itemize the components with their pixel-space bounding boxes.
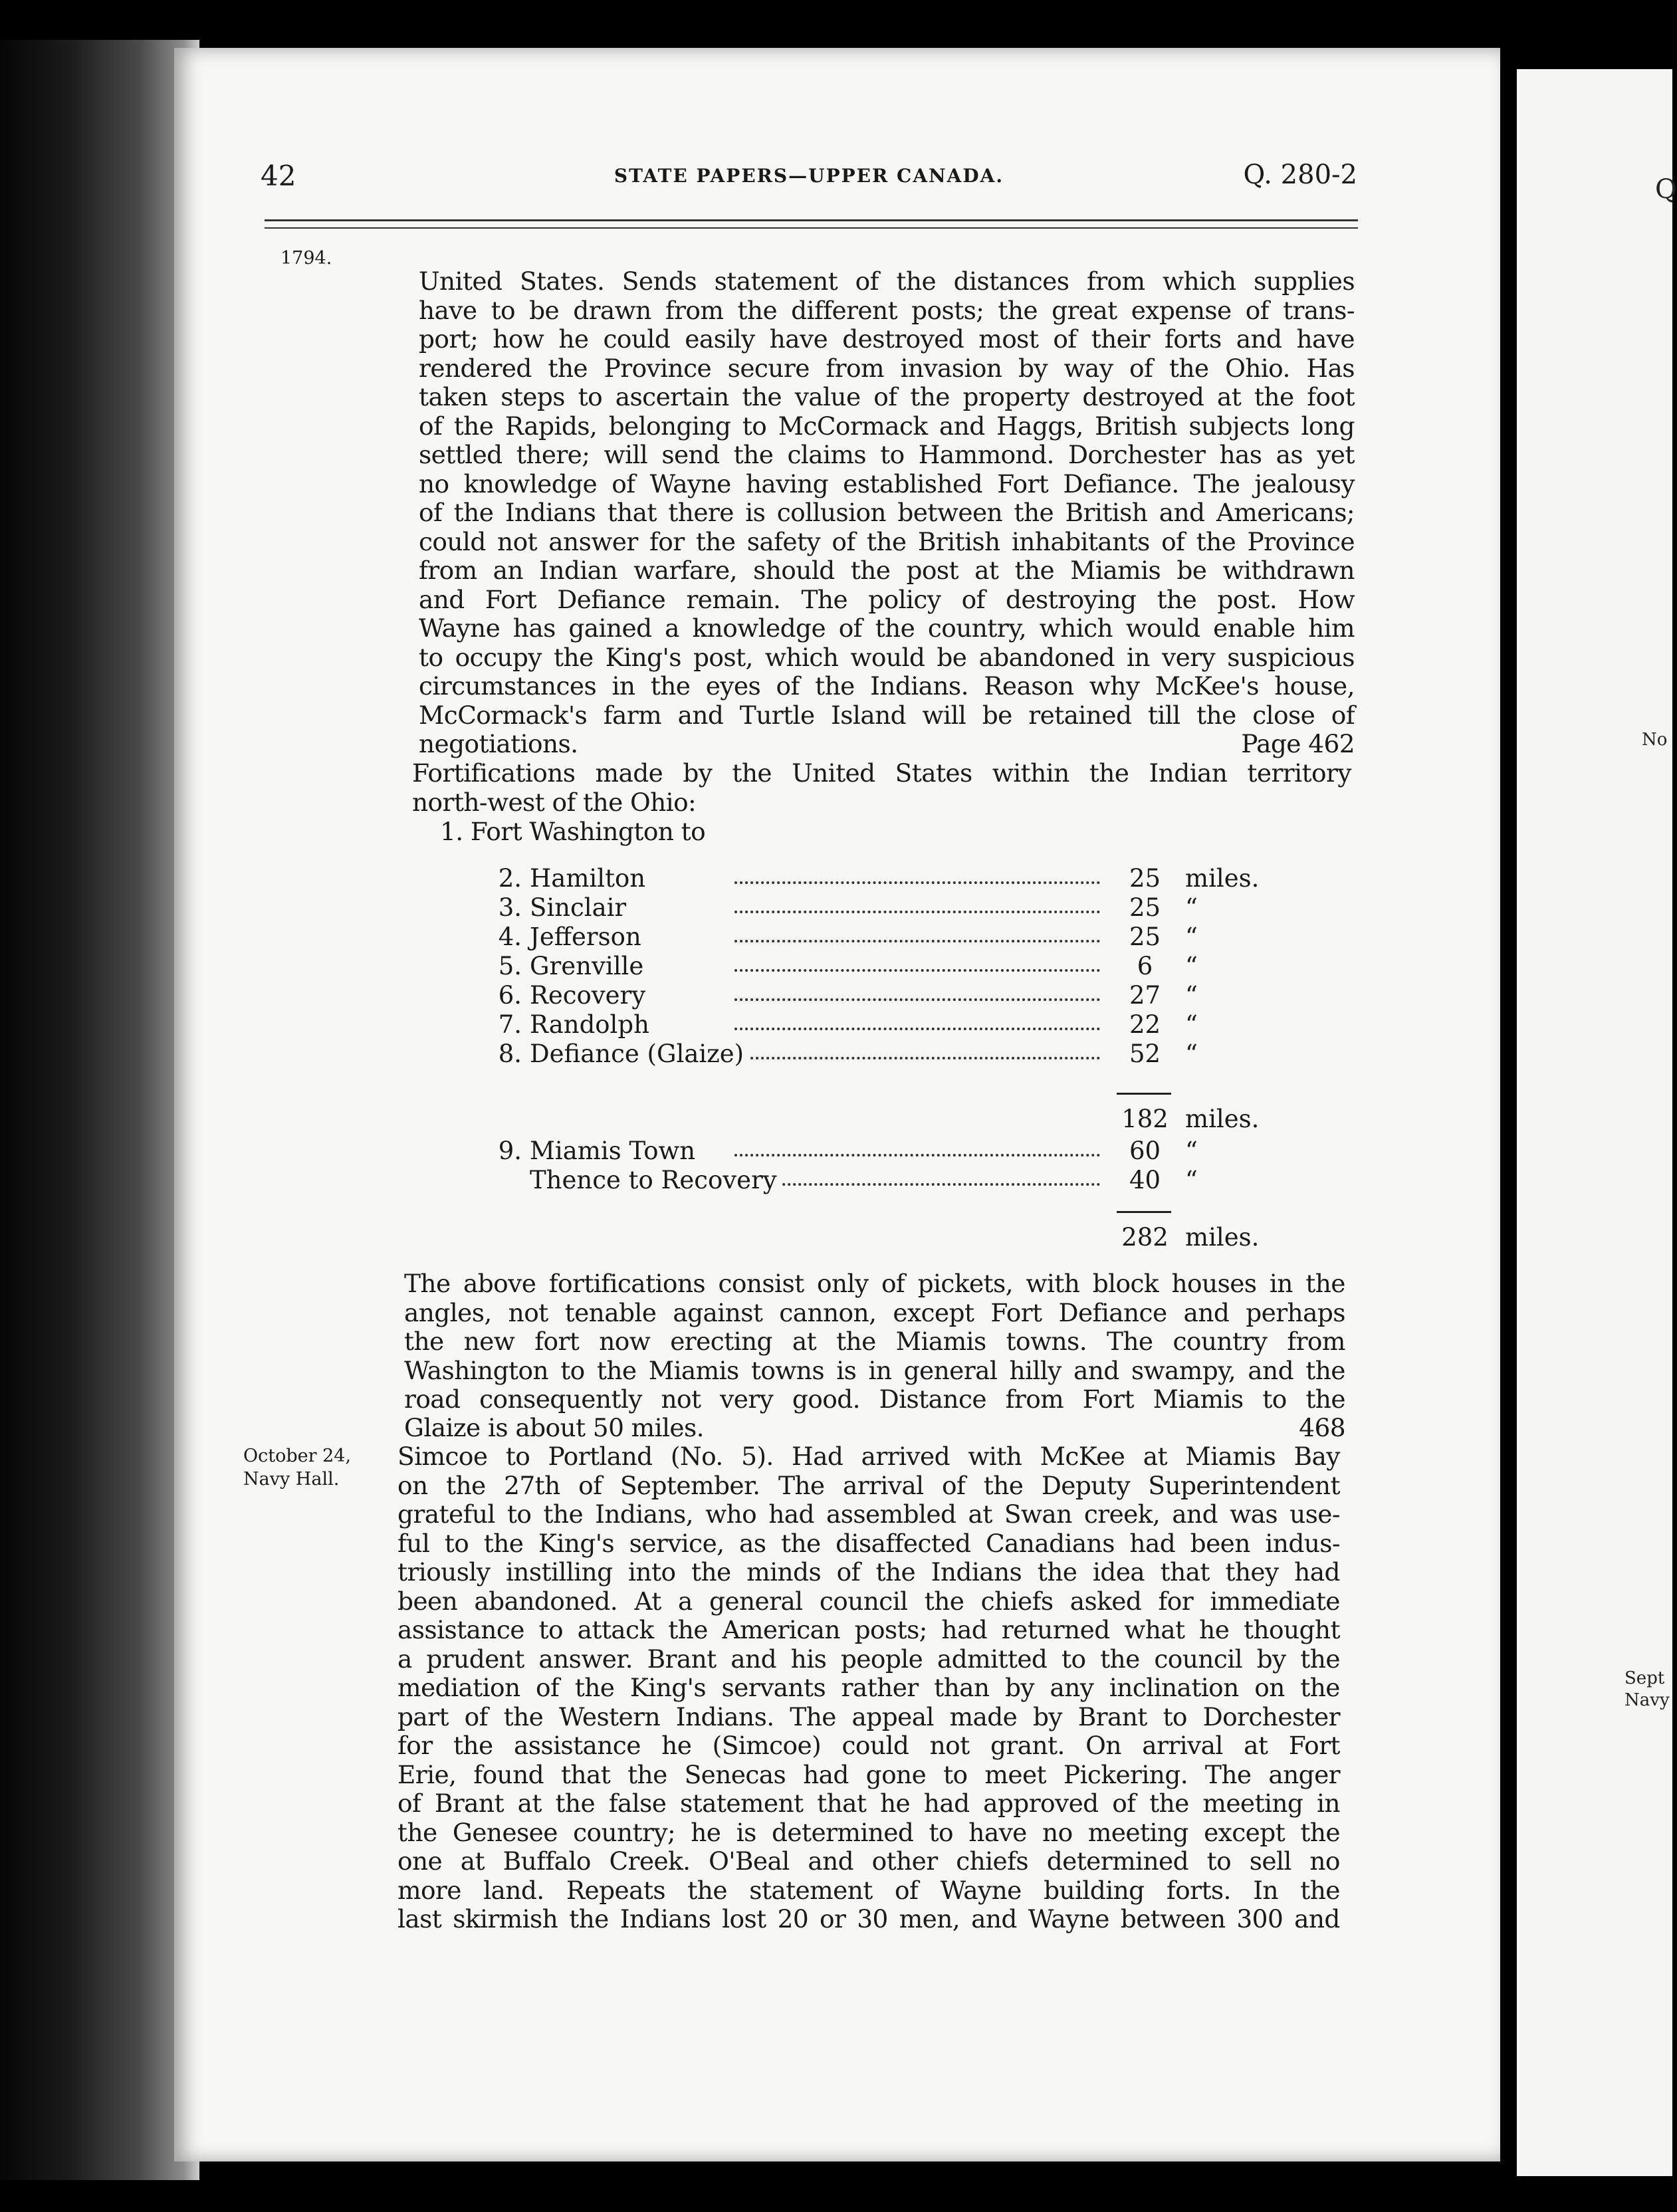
fort-name: Jefferson — [530, 923, 647, 951]
text-line: Fortifications made by the United States within the Indian territory — [412, 758, 1351, 788]
fort-num: 3. — [498, 893, 522, 922]
subtotal-row — [482, 1105, 1266, 1134]
page-number: 42 — [261, 160, 296, 192]
leader-dots — [734, 940, 1100, 942]
text-line: ful to the King's service, as the disaffected Canadians had been indus- — [397, 1528, 1340, 1558]
text-line: one at Buffalo Creek. O'Beal and other chiefs determined to sell no — [397, 1846, 1340, 1876]
leader-dots — [734, 1057, 1100, 1059]
fort-row — [482, 981, 1266, 1010]
fort-num: 4. — [498, 923, 522, 951]
page-header — [261, 160, 1357, 199]
text-line: The above fortifications consist only of pickets, with block houses in the — [404, 1269, 1345, 1298]
sum-rule — [1117, 1211, 1171, 1213]
paragraph-fortifications-end — [404, 1414, 1345, 1443]
text-line: settled there; will send the claims to Hammond. Dorchester has as yet — [419, 440, 1355, 469]
text-line: and Fort Defiance remain. The policy of destroying the post. How — [419, 584, 1355, 614]
fort-name: Hamilton — [530, 864, 651, 893]
text-line: triously instilling into the minds of the Indians the idea that they had — [397, 1557, 1340, 1587]
facing-page-ref: Q — [1655, 174, 1677, 205]
paragraph-simcoe-portland — [397, 1442, 1340, 1934]
leader-dots — [734, 1154, 1100, 1157]
text-line: assistance to attack the American posts; had returned what he thought — [397, 1615, 1340, 1644]
text-line: of the Indians that there is collusion between the British and Americans; — [419, 498, 1355, 527]
text-line: rendered the Province secure from invasion by way of the Ohio. Has — [419, 353, 1355, 383]
fort-num: 2. — [498, 864, 522, 893]
fort-val: 52 — [1129, 1040, 1161, 1068]
text-line: of the Rapids, belonging to McCormack and Haggs, British subjects long — [419, 411, 1355, 441]
fort-row — [482, 864, 1266, 893]
paragraph-last-line: Glaize is about 50 miles. — [404, 1413, 704, 1442]
fort-name: Defiance (Glaize) — [530, 1040, 749, 1068]
fort-val: 60 — [1129, 1137, 1161, 1165]
text-line: grateful to the Indians, who had assembled at Swan creek, and was use- — [397, 1499, 1340, 1529]
text-line: have to be drawn from the different posts; the great expense of trans- — [419, 295, 1355, 325]
paragraph-fortifications — [404, 1270, 1345, 1414]
text-line: mediation of the King's servants rather than by any inclination on the — [397, 1673, 1340, 1702]
text-line: Wayne has gained a knowledge of the country, which would enable him — [419, 613, 1355, 643]
fort-unit: miles. — [1185, 864, 1260, 893]
fort-unit: “ — [1185, 1166, 1198, 1194]
fort-row — [482, 952, 1266, 981]
margin-date-line2: Navy Hall. — [243, 1469, 340, 1490]
leader-dots — [734, 911, 1100, 913]
fort-val: 25 — [1129, 893, 1161, 922]
fort-row — [482, 1166, 1266, 1195]
text-line: road consequently not very good. Distance from Fort Miamis to the — [404, 1384, 1345, 1414]
fort-name: Miamis Town — [530, 1137, 701, 1165]
leader-dots — [734, 881, 1100, 884]
text-line: been abandoned. At a general council the chiefs asked for immediate — [397, 1586, 1340, 1616]
fort-val: 40 — [1129, 1166, 1161, 1194]
paragraph-last-line: negotiations. — [419, 729, 578, 758]
text-line: McCormack's farm and Turtle Island will be retained till the close of — [419, 700, 1355, 730]
text-line: Washington to the Miamis towns is in general hilly and swampy, and the — [404, 1355, 1345, 1385]
fort-unit: “ — [1185, 1040, 1198, 1068]
total-row — [482, 1223, 1266, 1252]
text-line: part of the Western Indians. The appeal made by Brant to Dorchester — [397, 1702, 1340, 1731]
total-miles: 282 — [1121, 1223, 1169, 1252]
text-line: port; how he could easily have destroyed most of their forts and have — [419, 324, 1355, 354]
fort-val: 25 — [1129, 864, 1161, 893]
fort-name: Recovery — [530, 981, 651, 1010]
text-line: north-west of the Ohio: — [412, 787, 697, 817]
text-line: Simcoe to Portland (No. 5). Had arrived with McKee at Miamis Bay — [397, 1442, 1340, 1471]
paragraph-dorchester-summary — [419, 267, 1355, 730]
facing-page-margin-place: Navy — [1624, 1690, 1670, 1710]
fort-washington: 1. Fort Washington to — [440, 817, 706, 846]
fort-unit: “ — [1185, 1010, 1198, 1039]
fort-distance-table — [482, 864, 1266, 1263]
fort-val: 22 — [1129, 1010, 1161, 1039]
fort-row — [482, 923, 1266, 952]
fort-val: 6 — [1137, 952, 1153, 980]
page-reference: 468 — [1299, 1413, 1345, 1442]
text-line: of Brant at the false statement that he had approved of the meeting in — [397, 1789, 1340, 1818]
fortifications-intro — [412, 759, 1351, 817]
total-miles: 182 — [1121, 1105, 1169, 1133]
fort-num: 7. — [498, 1010, 522, 1039]
fort-unit: “ — [1185, 923, 1198, 951]
margin-year: 1794. — [280, 248, 332, 269]
fort-row — [482, 1137, 1266, 1166]
text-line: on the 27th of September. The arrival of the Deputy Superintendent — [397, 1470, 1340, 1500]
text-line: circumstances in the eyes of the Indians. Reason why McKee's house, — [419, 671, 1355, 701]
facing-page-margin-note: No — [1642, 730, 1668, 750]
running-head: STATE PAPERS—UPPER CANADA. — [614, 165, 1004, 187]
fort-row — [482, 893, 1266, 923]
text-line: the new fort now erecting at the Miamis towns. The country from — [404, 1327, 1345, 1356]
text-line: from an Indian warfare, should the post at the Miamis be withdrawn — [419, 556, 1355, 585]
text-line: angles, not tenable against cannon, except Fort Defiance and perhaps — [404, 1297, 1345, 1327]
fort-num: 8. — [498, 1040, 522, 1068]
fort-num: 6. — [498, 981, 522, 1010]
fort-val: 25 — [1129, 923, 1161, 951]
fort-unit: “ — [1185, 981, 1198, 1010]
text-line: the Genesee country; he is determined to have no meeting except the — [397, 1817, 1340, 1847]
header-rule-bottom — [265, 227, 1358, 229]
paragraph-end-line — [419, 730, 1355, 759]
facing-page-edge — [1517, 69, 1672, 2176]
fort-name: Randolph — [530, 1010, 655, 1039]
facing-page-margin-date: Sept — [1624, 1668, 1665, 1688]
fort-val: 27 — [1129, 981, 1161, 1010]
text-line: could not answer for the safety of the British inhabitants of the Province — [419, 526, 1355, 556]
text-line: to occupy the King's post, which would be abandoned in very suspicious — [419, 642, 1355, 672]
fort-name: Sinclair — [530, 893, 631, 922]
text-line: for the assistance he (Simcoe) could not grant. On arrival at Fort — [397, 1731, 1340, 1760]
fort-num: 5. — [498, 952, 522, 980]
fort-num: 9. — [498, 1137, 522, 1165]
fort-row — [482, 1010, 1266, 1040]
fort-start-line — [440, 818, 905, 847]
sum-rule — [1117, 1093, 1171, 1095]
fort-name: Grenville — [530, 952, 649, 980]
fort-unit: “ — [1185, 1137, 1198, 1165]
leader-dots — [734, 1028, 1100, 1030]
margin-date-line1: October 24, — [243, 1446, 352, 1466]
leader-dots — [734, 969, 1100, 972]
text-line: United States. Sends statement of the distances from which supplies — [419, 267, 1355, 296]
leader-dots — [734, 1183, 1100, 1186]
page-reference: Page 462 — [1241, 729, 1355, 758]
header-rule-top — [265, 219, 1358, 221]
book-spine — [0, 40, 199, 2180]
total-unit: miles. — [1185, 1105, 1260, 1133]
archive-reference: Q. 280-2 — [1243, 160, 1357, 190]
text-line: more land. Repeats the statement of Wayne building forts. In the — [397, 1875, 1340, 1905]
text-line: last skirmish the Indians lost 20 or 30 men, and Wayne between 300 and — [397, 1904, 1340, 1934]
fort-unit: “ — [1185, 893, 1198, 922]
text-line: a prudent answer. Brant and his people admitted to the council by the — [397, 1644, 1340, 1674]
text-line: no knowledge of Wayne having established Fort Defiance. The jealousy — [419, 469, 1355, 498]
fort-unit: “ — [1185, 952, 1198, 980]
fort-row — [482, 1040, 1266, 1069]
leader-dots — [734, 998, 1100, 1001]
fort-name: Thence to Recovery — [530, 1166, 782, 1194]
text-line: taken steps to ascertain the value of the property destroyed at the foot — [419, 382, 1355, 411]
total-unit: miles. — [1185, 1223, 1260, 1252]
text-line: Erie, found that the Senecas had gone to meet Pickering. The anger — [397, 1759, 1340, 1789]
